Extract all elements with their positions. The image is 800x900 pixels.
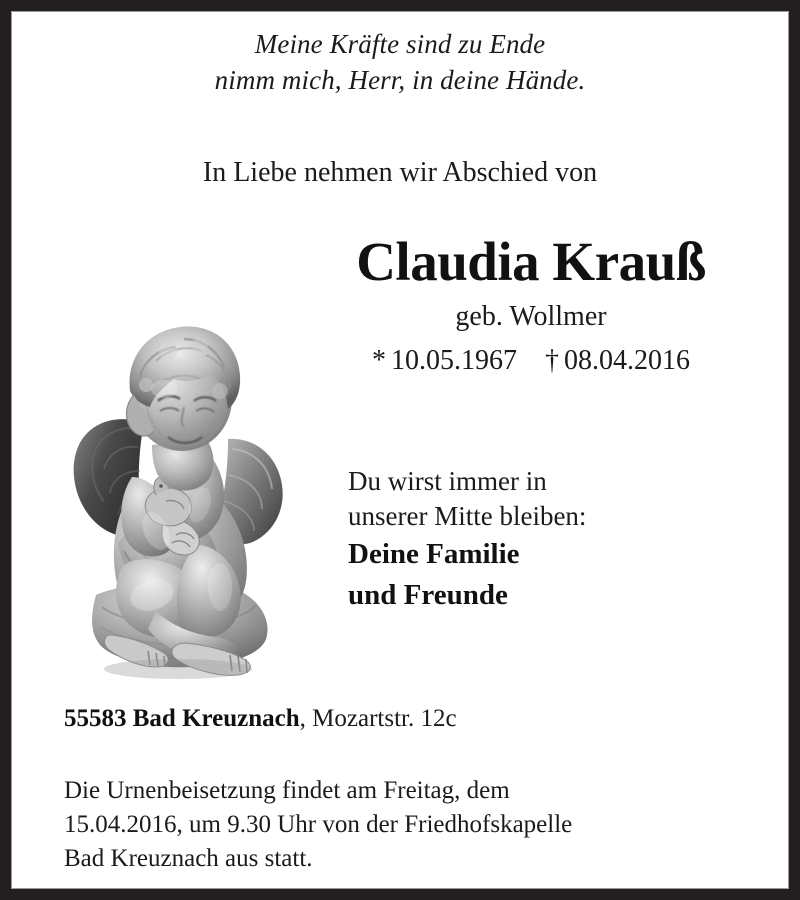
birth-star-icon: * <box>372 345 386 376</box>
signer-line-2: und Freunde <box>348 579 508 611</box>
life-dates <box>284 342 778 380</box>
farewell-message-block <box>348 464 778 616</box>
address-city: 55583 Bad Kreuznach <box>64 705 300 732</box>
farewell-line-2: unserer Mitte bleiben: <box>348 501 587 531</box>
funeral-detail-line-1: Die Urnenbeisetzung findet am Freitag, dem <box>64 777 510 804</box>
deceased-maiden-name: geb. Wollmer <box>455 301 607 332</box>
mourning-address <box>64 703 768 735</box>
memorial-verse-line-1: Meine Kräfte sind zu Ende <box>254 29 546 59</box>
deceased-identity-block <box>284 230 778 380</box>
notice-inner-rule <box>11 11 789 889</box>
memorial-verse-line-2: nimm mich, Herr, in deine Hände. <box>214 65 586 95</box>
birth-date: 10.05.1967 <box>391 345 517 376</box>
signer-line-1: Deine Familie <box>348 538 520 570</box>
memorial-verse <box>12 26 788 98</box>
funeral-detail-line-3: Bad Kreuznach aus statt. <box>64 845 313 872</box>
deceased-name: Claudia Krauß <box>356 231 706 292</box>
funeral-details <box>64 774 768 876</box>
death-cross-icon: † <box>545 345 559 376</box>
death-date: 08.04.2016 <box>564 345 690 376</box>
farewell-signers <box>348 534 778 616</box>
angel-cherub-statue-icon <box>60 295 298 683</box>
funeral-detail-line-2: 15.04.2016, um 9.30 Uhr von der Friedhofskapelle <box>64 811 573 838</box>
address-street: , Mozartstr. 12c <box>299 705 457 732</box>
obituary-notice-body <box>12 12 788 888</box>
farewell-line-1: Du wirst immer in <box>348 466 547 496</box>
farewell-intro-line: In Liebe nehmen wir Abschied von <box>202 157 598 188</box>
